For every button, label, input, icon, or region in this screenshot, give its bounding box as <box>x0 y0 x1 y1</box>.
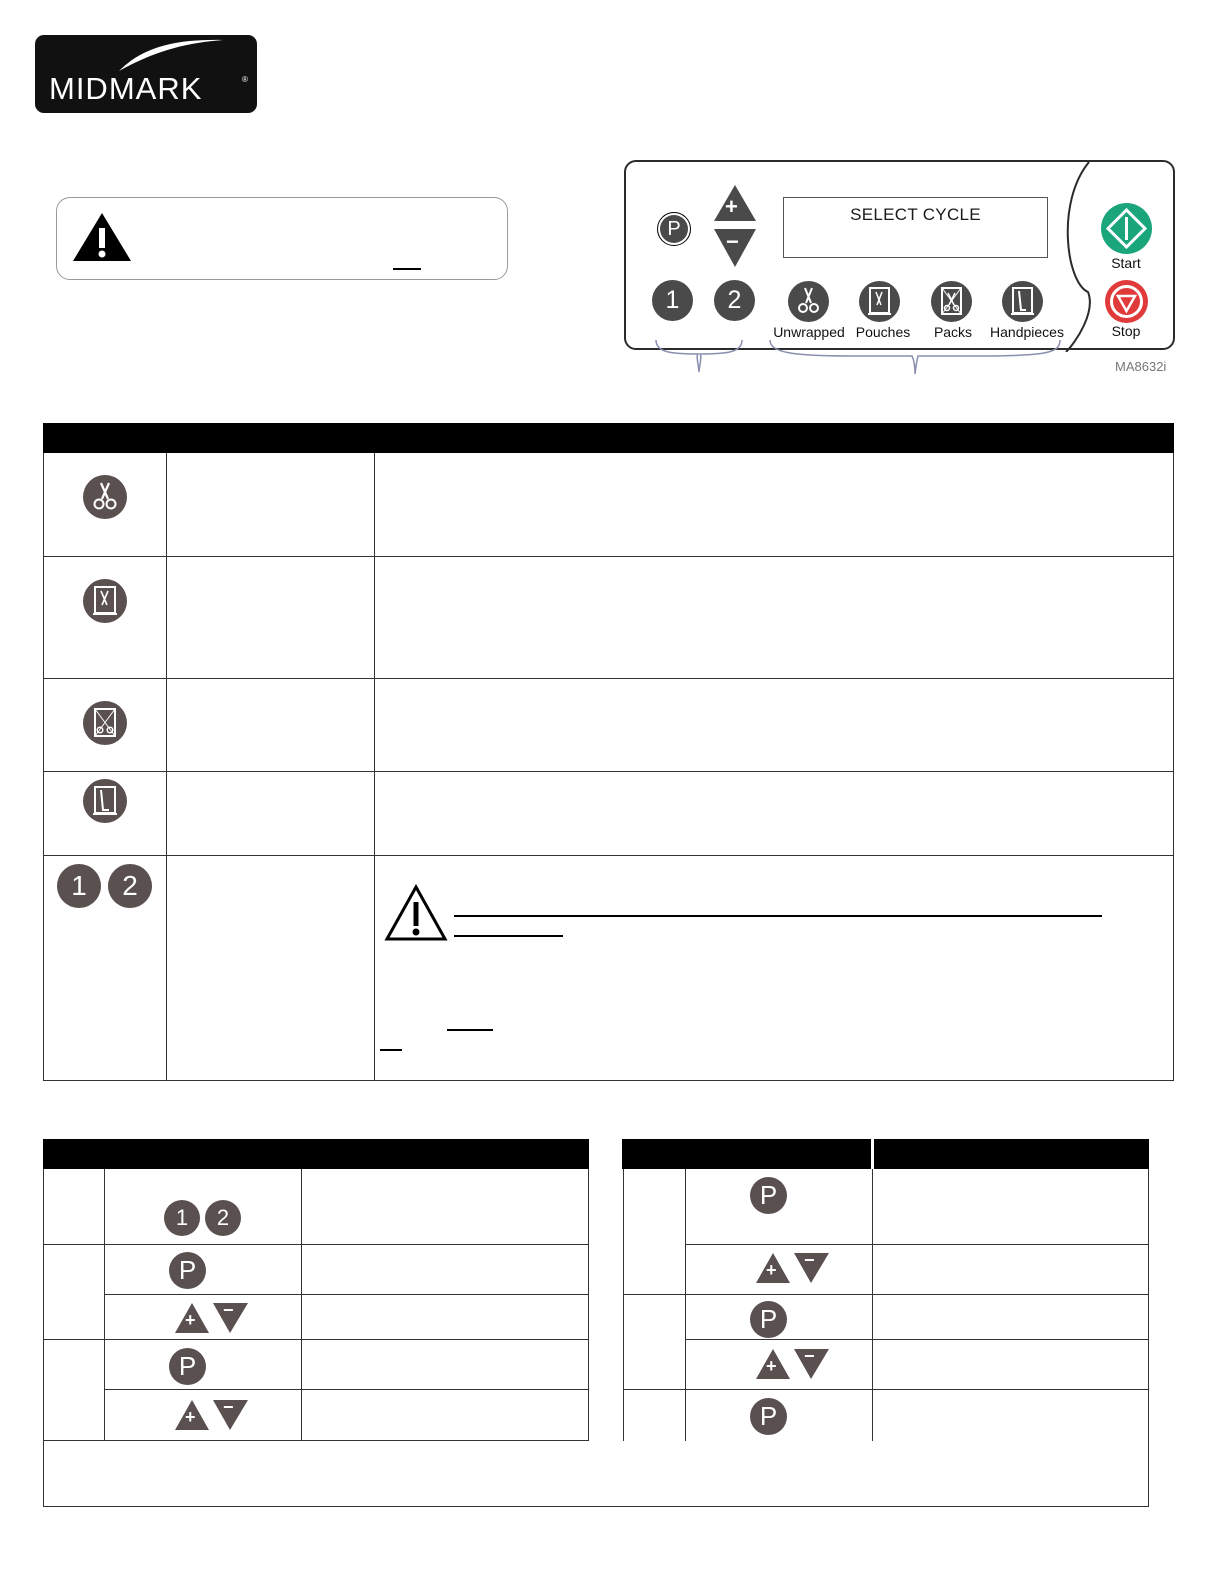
caution-rule-short <box>454 935 563 937</box>
handpiece-icon <box>83 779 127 823</box>
group-braces <box>650 338 1070 378</box>
pouch-icon <box>859 281 900 322</box>
pack-icon <box>931 281 972 322</box>
stop-triangle-icon <box>1105 280 1148 323</box>
cycle-row-packs <box>83 701 127 745</box>
handpieces-key[interactable] <box>1002 281 1043 322</box>
left-row2-program-key: P <box>169 1252 206 1289</box>
memory-key-2[interactable]: 2 <box>714 280 755 321</box>
left-table-header <box>43 1139 589 1169</box>
left-row4-program-key: P <box>169 1348 206 1385</box>
pouches-label: Pouches <box>855 324 911 340</box>
unwrapped-scissors-icon <box>83 475 127 519</box>
program-key-label: P <box>660 215 688 243</box>
start-button[interactable] <box>1101 203 1152 254</box>
left-row5-plus: + <box>185 1407 196 1427</box>
right-table-header-b <box>874 1139 1149 1169</box>
lcd-display <box>783 197 1048 258</box>
midmark-logo <box>35 35 257 113</box>
handpieces-label: Handpieces <box>990 324 1064 340</box>
lcd-text: SELECT CYCLE <box>850 205 981 224</box>
packs-key[interactable] <box>931 281 972 322</box>
left-row1-key-1: 1 <box>164 1200 200 1236</box>
right-row1-program-key: P <box>750 1177 787 1214</box>
cycle-row-memory-1: 1 <box>57 864 101 908</box>
left-row3-plus: + <box>185 1310 196 1330</box>
plus-key[interactable]: + <box>725 194 738 219</box>
unwrapped-label: Unwrapped <box>773 324 845 340</box>
cycle-table-header <box>43 423 1174 453</box>
underline-mark <box>447 1029 493 1031</box>
warning-triangle-icon <box>71 211 133 263</box>
cycle-row-unwrapped <box>83 475 127 519</box>
figure-id: MA8632i <box>1115 359 1167 374</box>
pouches-key[interactable] <box>859 281 900 322</box>
right-row4-minus: − <box>804 1346 815 1366</box>
pouch-icon <box>83 579 127 623</box>
memory-key-1[interactable]: 1 <box>652 280 693 321</box>
left-row3-minus: − <box>223 1300 234 1320</box>
handpiece-icon <box>1002 281 1043 322</box>
minus-key[interactable]: − <box>726 229 739 254</box>
unwrapped-key[interactable] <box>788 281 829 322</box>
caution-triangle-icon <box>384 884 448 942</box>
cycle-row-pouches <box>83 579 127 623</box>
right-row2-plus: + <box>766 1260 777 1280</box>
stop-label: Stop <box>1111 323 1141 339</box>
packs-label: Packs <box>933 324 973 340</box>
right-row3-program-key: P <box>750 1301 787 1338</box>
logo-swoosh-icon <box>115 37 225 73</box>
right-row4-plus: + <box>766 1356 777 1376</box>
right-table-header-a <box>622 1139 871 1169</box>
warning-underline <box>393 268 421 270</box>
cycle-row-handpieces <box>83 779 127 823</box>
underline-mark-2 <box>380 1049 402 1051</box>
program-key[interactable] <box>657 212 691 246</box>
start-label: Start <box>1111 255 1141 271</box>
pack-icon <box>83 701 127 745</box>
right-row2-minus: − <box>804 1250 815 1270</box>
start-diamond-icon <box>1101 203 1152 254</box>
left-row5-minus: − <box>223 1397 234 1417</box>
logo-wordmark: MIDMARK <box>49 71 203 106</box>
logo-registered-mark: ® <box>242 75 248 84</box>
caution-rule <box>454 915 1102 917</box>
right-row5-program-key: P <box>750 1398 787 1435</box>
cycle-row-memory-2: 2 <box>108 864 152 908</box>
warning-box <box>56 197 508 280</box>
stop-button[interactable] <box>1105 280 1148 323</box>
unwrapped-scissors-icon <box>788 281 829 322</box>
left-row1-key-2: 2 <box>205 1200 241 1236</box>
